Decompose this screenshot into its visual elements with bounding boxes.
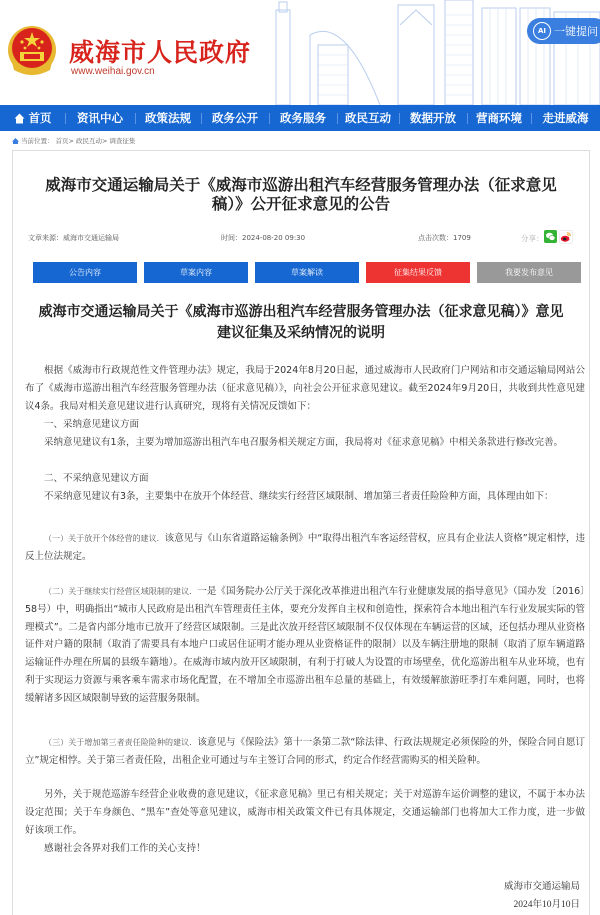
paragraph-item-1 (25, 530, 585, 566)
nav-item-policy[interactable] (135, 105, 201, 131)
notice-title: 威海市交通运输局关于《威海市巡游出租汽车经营服务管理办法（征求意见稿）》公开征求意见的公告 (45, 176, 557, 213)
section-heading-not-adopted: 二、不采纳意见建议方面 (44, 473, 149, 484)
item-3-lead: （三）关于增加第三者责任险险种的建议． (44, 738, 198, 747)
nav-item-gov-affairs[interactable] (201, 105, 269, 131)
nav-item-label: 营商环境 (476, 111, 522, 125)
nav-item-news[interactable] (65, 105, 135, 131)
clicks-label: 点击次数： (418, 234, 453, 242)
weibo-share-icon[interactable] (559, 230, 573, 244)
nav-item-label: 走进威海 (542, 111, 589, 125)
paragraph-not-adopted: 不采纳意见建议有3条，主要集中在放开个体经营、继续实行经营区域限制、增加第三者责任险险种方面，具体理由如下： (44, 491, 554, 502)
time-label: 时间： (221, 234, 242, 242)
nav-item-label: 政策法规 (145, 111, 191, 125)
section-heading-adopted: 一、采纳意见建议方面 (44, 419, 140, 430)
clicks-value: 1709 (453, 234, 471, 242)
tab-feedback-results[interactable]: 征集结果反馈 (366, 262, 470, 283)
nav-item-services[interactable] (269, 105, 337, 131)
item-1-text: 该意见与《山东省道路运输条例》中“取得出租汽车客运经营权，应具有企业法人资格”规定相悖，违反上位法规定。 (25, 533, 585, 562)
article-time (221, 233, 305, 243)
ai-icon: AI (533, 22, 551, 40)
nav-item-label: 政民互动 (345, 111, 391, 125)
nav-item-label: 数据开放 (410, 111, 456, 125)
breadcrumb-interaction[interactable]: 政民互动> (75, 137, 108, 145)
national-emblem-logo (6, 24, 58, 78)
document-title: 威海市交通运输局关于《威海市巡游出租汽车经营服务管理办法（征求意见稿）》意见建议征集及采纳情况的说明 (38, 304, 564, 341)
ai-ask-label: 一键提问 (554, 25, 598, 38)
nav-item-interaction[interactable] (337, 105, 399, 131)
main-nav (0, 105, 600, 131)
time-value: 2024-08-20 09:30 (242, 234, 306, 242)
home-icon (14, 113, 25, 124)
signature-org: 威海市交通运输局 (503, 881, 580, 892)
breadcrumb-label: 当前位置： (21, 137, 54, 145)
paragraph-other: 另外，关于规范巡游车经营企业收费的意见建议，《征求意见稿》里已有相关规定；关于对巡游车运价调整的建议，不属于本办法设定范围；关于车身颜色、“黑车”查处等意见建议，威海市相关政策文件已有具体规定，交通运输部门也将加大工作力度，进一步做好该项工作。 (25, 789, 585, 836)
site-url[interactable]: www.weihai.gov.cn (71, 66, 155, 77)
site-header (0, 0, 600, 105)
nav-item-label: 政务服务 (280, 111, 326, 125)
wechat-share-icon[interactable] (544, 230, 557, 243)
paragraph-item-3 (25, 734, 585, 770)
notice-tabs (33, 262, 581, 283)
item-1-lead: （一）关于放开个体经营的建议． (44, 534, 165, 543)
tab-notice-content[interactable]: 公告内容 (33, 262, 137, 283)
site-name[interactable]: 威海市人民政府 (69, 38, 252, 67)
nav-item-label: 首页 (28, 111, 52, 125)
source-label: 文章来源： (28, 234, 63, 242)
nav-item-label: 资讯中心 (77, 111, 123, 125)
breadcrumb-home[interactable]: 首页> (55, 137, 74, 145)
paragraph-item-2 (25, 583, 585, 708)
nav-item-about-weihai[interactable] (531, 105, 600, 131)
item-2-lead: （二）关于继续实行经营区域限制的建议． (44, 587, 198, 596)
item-3-text: 该意见与《保险法》第十一条第二款“除法律、行政法规规定必须保险的外，保险合同自愿订立”规定相悖。关于第三者责任险，出租企业可通过与车主签订合同的形式，约定合作经营需购买的相关险种。 (25, 737, 585, 766)
paragraph-thanks: 感谢社会各界对我们工作的关心支持！ (44, 843, 206, 854)
tab-submit-opinion[interactable]: 我要发布意见 (477, 262, 581, 283)
article-source (28, 233, 119, 243)
article-clicks (418, 233, 471, 243)
tab-draft-interpretation[interactable]: 草案解读 (255, 262, 359, 283)
nav-item-label: 政务公开 (212, 111, 258, 125)
nav-item-home[interactable] (0, 105, 65, 131)
source-value: 威海市交通运输局 (63, 234, 119, 242)
signature-date: 2024年10月10日 (513, 900, 580, 910)
nav-item-open-data[interactable] (399, 105, 467, 131)
paragraph-adopted: 采纳意见建议有1条，主要为增加巡游出租汽车电召服务相关规定方面，我局将对《征求意见稿》中相关条款进行修改完善。 (44, 437, 564, 448)
nav-item-business-env[interactable] (467, 105, 531, 131)
tab-draft-content[interactable]: 草案内容 (144, 262, 248, 283)
city-skyline-banner (270, 0, 600, 105)
breadcrumb-survey[interactable]: 调查征集 (109, 137, 136, 145)
paragraph-intro: 根据《威海市行政规范性文件管理办法》规定，我局于2024年8月20日起，通过威海市人民政府门户网站和市交通运输局网站公布了《威海市巡游出租汽车经营服务管理办法（征求意见稿）》，向社会公开征求意见建议。截至2024年9月20日，共收到共性意见建议4条。我局对相关意见建议进行认真研究，现将有关情况反馈如下： (25, 365, 585, 412)
share-label: 分享： (521, 234, 544, 243)
item-2-text: 一是《国务院办公厅关于深化改革推进出租汽车行业健康发展的指导意见》（国办发〔2016〕58号）中，明确指出“城市人民政府是出租汽车管理责任主体，要充分发挥自主权和创造性，探索符合本地出租汽车行业发展实际的管理模式”。二是省内部分地市已放开了经营区域限制。三是此次放开经营区域限制不仅仅体现在车辆运营的区域，还包括办理从业资格证件对户籍的限制（取消了需要具有本地户口或居住证明才能办理从业资格证件的限制）以及车辆注册地的限制（取消了原车辆道路运输证件办理在所属的县级车籍地）。在威海市域内放开区域限制，有利于打破人为设置的市场壁垒，优化巡游出租车从业环境，也有利于实现运力资源与乘客乘车需求市场化配置，在不增加全市巡游出租车总量的基础上，有效缓解旅游旺季打车难问题，同时，也将缓解诸多因区域限制导致的运营服务限制。 (25, 586, 585, 704)
ai-ask-button[interactable] (527, 18, 600, 44)
breadcrumb (12, 136, 135, 145)
location-home-icon (12, 138, 19, 144)
